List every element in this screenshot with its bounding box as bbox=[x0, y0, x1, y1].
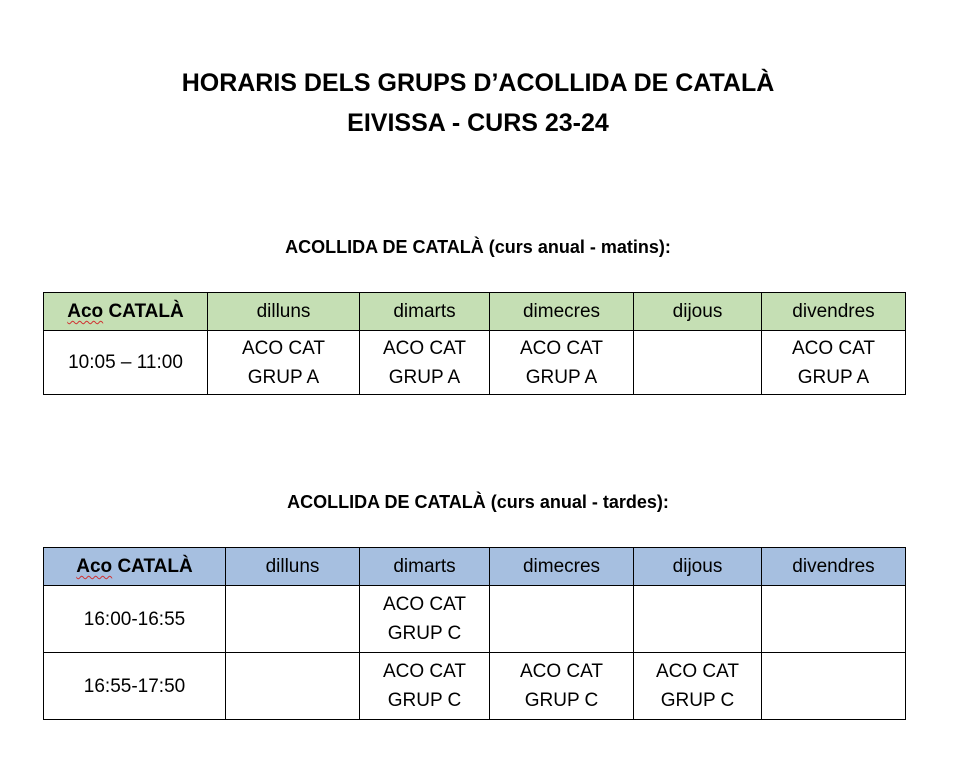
cell-line: GRUP A bbox=[797, 366, 870, 388]
schedule-cell bbox=[208, 331, 360, 395]
time-cell: 16:00-16:55 bbox=[44, 586, 226, 653]
cell-line: ACO CAT bbox=[519, 661, 604, 682]
schedule-cell bbox=[226, 586, 360, 653]
day-header-dijous: dijous bbox=[634, 293, 762, 331]
corner-header bbox=[44, 293, 208, 331]
corner-prefix: Aco bbox=[67, 301, 104, 322]
schedule-cell bbox=[634, 586, 762, 653]
morning-heading: ACOLLIDA DE CATALÀ (curs anual - matins): bbox=[285, 237, 671, 257]
schedule-cell bbox=[226, 653, 360, 720]
corner-suffix: CATALÀ bbox=[103, 301, 184, 322]
day-header-dilluns: dilluns bbox=[208, 293, 360, 331]
corner-prefix: Aco bbox=[76, 556, 113, 577]
schedule-cell bbox=[490, 653, 634, 720]
schedule-cell bbox=[762, 586, 906, 653]
table-header-row bbox=[44, 293, 906, 331]
table-row bbox=[44, 653, 906, 720]
day-header-dimecres: dimecres bbox=[490, 293, 634, 331]
table-row bbox=[44, 586, 906, 653]
corner-header bbox=[44, 548, 226, 586]
cell-line: ACO CAT bbox=[382, 594, 467, 615]
schedule-cell bbox=[360, 653, 490, 720]
cell-line: GRUP A bbox=[525, 366, 598, 388]
table-row bbox=[44, 331, 906, 395]
day-header-divendres: divendres bbox=[762, 548, 906, 586]
morning-schedule-table bbox=[43, 292, 906, 395]
document-title-line2: EIVISSA - CURS 23-24 bbox=[347, 109, 609, 137]
time-cell: 16:55-17:50 bbox=[44, 653, 226, 720]
afternoon-heading: ACOLLIDA DE CATALÀ (curs anual - tardes): bbox=[287, 492, 669, 512]
schedule-cell bbox=[634, 331, 762, 395]
cell-line: ACO CAT bbox=[519, 337, 604, 359]
day-header-dimecres: dimecres bbox=[490, 548, 634, 586]
schedule-cell bbox=[762, 653, 906, 720]
day-header-dijous: dijous bbox=[634, 548, 762, 586]
cell-line: GRUP C bbox=[524, 690, 599, 711]
cell-line: ACO CAT bbox=[655, 661, 740, 682]
cell-line: GRUP C bbox=[387, 623, 462, 644]
schedule-cell bbox=[490, 331, 634, 395]
schedule-cell bbox=[360, 586, 490, 653]
day-header-divendres: divendres bbox=[762, 293, 906, 331]
cell-line: ACO CAT bbox=[241, 337, 326, 359]
cell-line: GRUP C bbox=[387, 690, 462, 711]
cell-line: GRUP C bbox=[660, 690, 735, 711]
document-title-line1: HORARIS DELS GRUPS D’ACOLLIDA DE CATALÀ bbox=[181, 69, 775, 97]
cell-line: GRUP A bbox=[247, 366, 320, 388]
day-header-dilluns: dilluns bbox=[226, 548, 360, 586]
day-header-dimarts: dimarts bbox=[360, 548, 490, 586]
cell-line: GRUP A bbox=[388, 366, 461, 388]
cell-line: ACO CAT bbox=[382, 337, 467, 359]
cell-line: ACO CAT bbox=[382, 661, 467, 682]
schedule-cell bbox=[490, 586, 634, 653]
cell-line: ACO CAT bbox=[791, 337, 876, 359]
corner-suffix: CATALÀ bbox=[112, 556, 193, 577]
day-header-dimarts: dimarts bbox=[360, 293, 490, 331]
schedule-cell bbox=[762, 331, 906, 395]
table-header-row bbox=[44, 548, 906, 586]
afternoon-schedule-table bbox=[43, 547, 906, 720]
schedule-cell bbox=[360, 331, 490, 395]
schedule-cell bbox=[634, 653, 762, 720]
time-cell: 10:05 – 11:00 bbox=[44, 331, 208, 395]
